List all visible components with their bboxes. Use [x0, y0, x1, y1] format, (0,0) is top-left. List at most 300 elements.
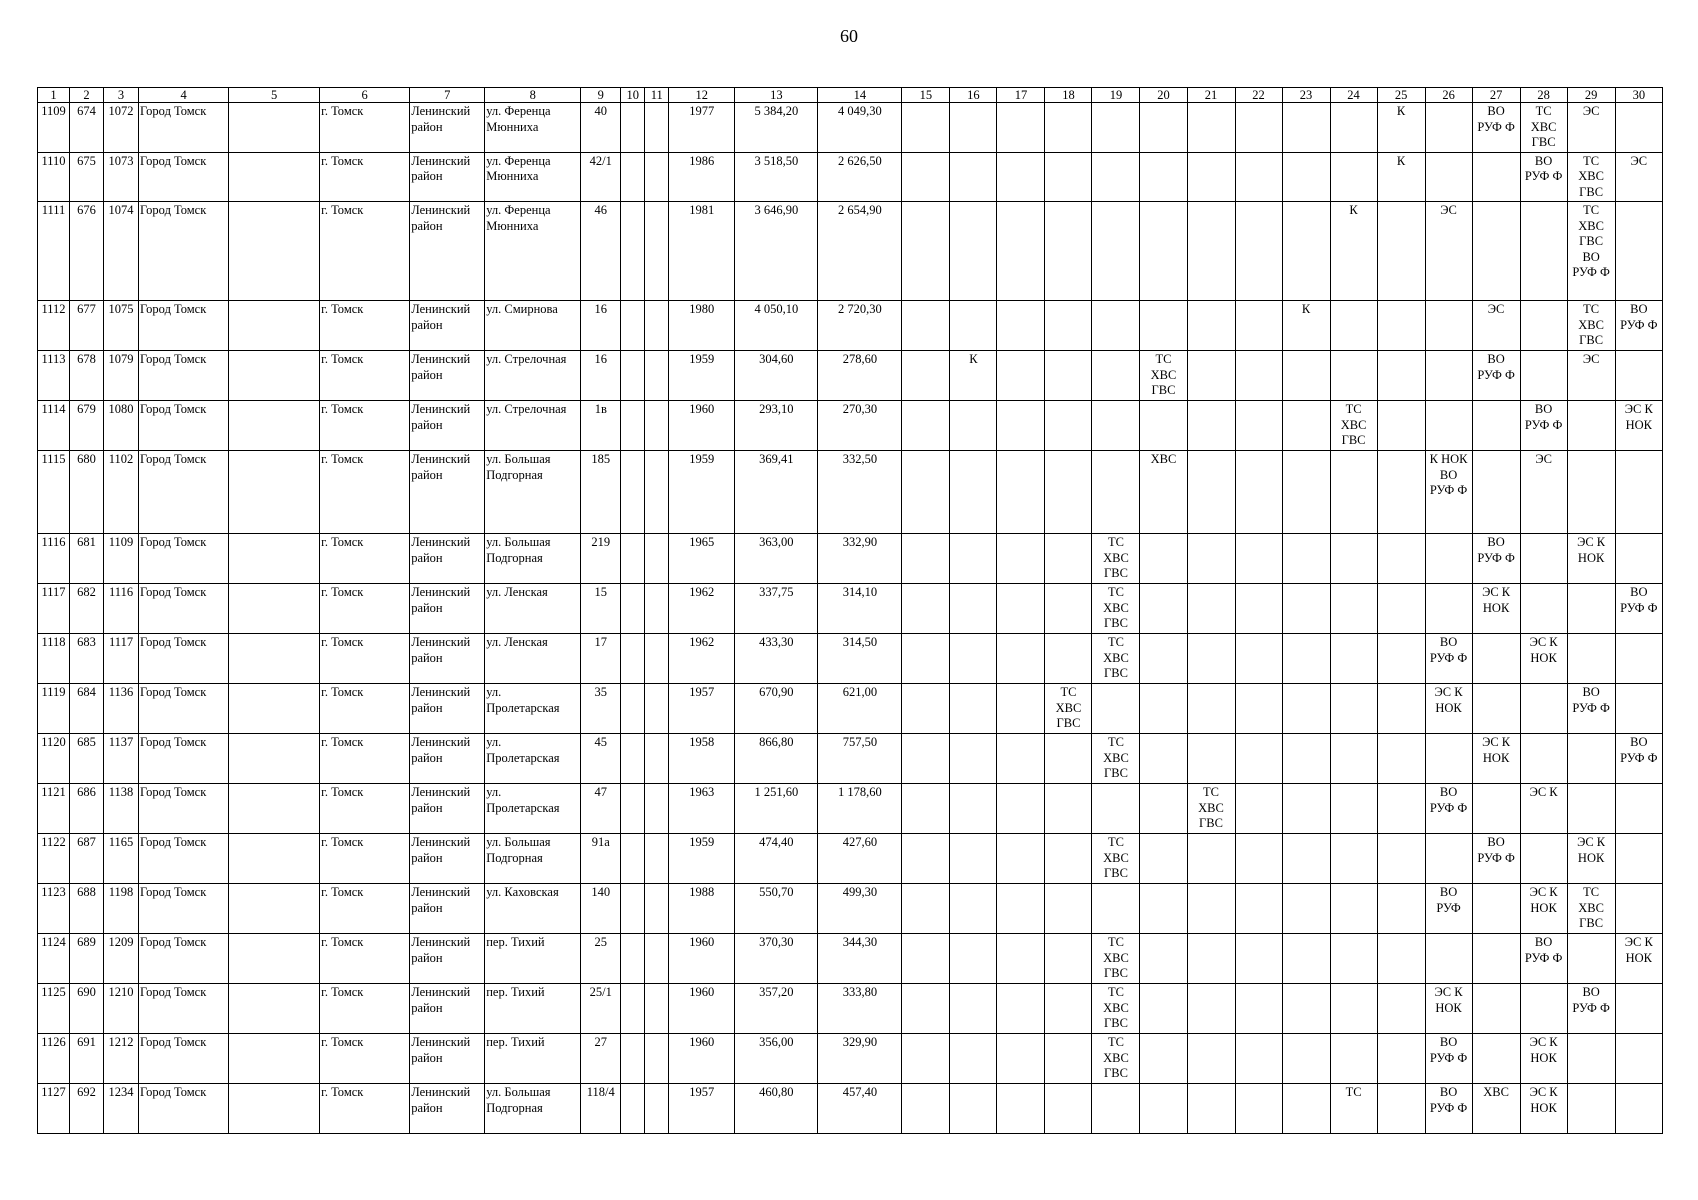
cell-col-12: 1981 [669, 202, 735, 301]
cell-col-27 [1472, 984, 1520, 1034]
cell-col-16 [950, 984, 997, 1034]
column-header-20: 20 [1140, 88, 1187, 103]
cell-col-5 [229, 152, 320, 202]
cell-col-5 [229, 1034, 320, 1084]
cell-col-25 [1377, 734, 1425, 784]
cell-col-20 [1140, 301, 1187, 351]
column-header-3: 3 [104, 88, 139, 103]
cell-col-5 [229, 834, 320, 884]
cell-col-9: 45 [581, 734, 621, 784]
cell-col-25 [1377, 584, 1425, 634]
cell-col-10 [621, 301, 645, 351]
cell-col-30 [1615, 451, 1662, 534]
cell-col-30: ЭС [1615, 152, 1662, 202]
cell-col-18 [1045, 202, 1092, 301]
cell-col-15 [902, 1084, 950, 1134]
cell-col-25 [1377, 934, 1425, 984]
column-header-23: 23 [1282, 88, 1330, 103]
cell-col-18 [1045, 834, 1092, 884]
cell-col-19: ТС ХВС ГВС [1092, 834, 1140, 884]
table-row [38, 451, 1663, 534]
cell-col-19 [1092, 103, 1140, 153]
cell-col-8: ул. Каховская [485, 884, 581, 934]
cell-col-21 [1187, 351, 1235, 401]
cell-col-6: г. Томск [320, 1034, 410, 1084]
table-row [38, 152, 1663, 202]
cell-col-30 [1615, 103, 1662, 153]
cell-col-21 [1187, 684, 1235, 734]
cell-col-4: Город Томск [139, 934, 229, 984]
cell-col-4: Город Томск [139, 1034, 229, 1084]
cell-col-16 [950, 684, 997, 734]
cell-col-14: 457,40 [818, 1084, 902, 1134]
cell-col-17 [997, 834, 1045, 884]
cell-col-1: 1113 [38, 351, 70, 401]
cell-col-30 [1615, 202, 1662, 301]
column-header-12: 12 [669, 88, 735, 103]
cell-col-27: ЭС К НОК [1472, 584, 1520, 634]
cell-col-20 [1140, 884, 1187, 934]
cell-col-28: ТС ХВС ГВС [1520, 103, 1567, 153]
cell-col-24 [1330, 784, 1377, 834]
cell-col-17 [997, 1034, 1045, 1084]
cell-col-11 [645, 634, 669, 684]
cell-col-20: ТС ХВС ГВС [1140, 351, 1187, 401]
cell-col-19: ТС ХВС ГВС [1092, 1034, 1140, 1084]
cell-col-8: ул. Большая Подгорная [485, 834, 581, 884]
cell-col-4: Город Томск [139, 301, 229, 351]
cell-col-30 [1615, 634, 1662, 684]
cell-col-9: 91а [581, 834, 621, 884]
cell-col-2: 682 [70, 584, 104, 634]
cell-col-4: Город Томск [139, 584, 229, 634]
cell-col-11 [645, 684, 669, 734]
cell-col-21 [1187, 202, 1235, 301]
cell-col-29: ТС ХВС ГВС [1567, 884, 1615, 934]
cell-col-20 [1140, 984, 1187, 1034]
cell-col-7: Ленинский район [410, 103, 485, 153]
table-row [38, 934, 1663, 984]
cell-col-2: 679 [70, 401, 104, 451]
cell-col-26 [1425, 584, 1472, 634]
cell-col-13: 370,30 [735, 934, 818, 984]
cell-col-16 [950, 451, 997, 534]
cell-col-8: ул. Ференца Мюнниха [485, 103, 581, 153]
cell-col-19: ТС ХВС ГВС [1092, 934, 1140, 984]
cell-col-21 [1187, 934, 1235, 984]
cell-col-25 [1377, 401, 1425, 451]
cell-col-7: Ленинский район [410, 1084, 485, 1134]
cell-col-12: 1959 [669, 451, 735, 534]
cell-col-19 [1092, 202, 1140, 301]
cell-col-14: 333,80 [818, 984, 902, 1034]
cell-col-27 [1472, 1034, 1520, 1084]
cell-col-30 [1615, 534, 1662, 584]
cell-col-20 [1140, 684, 1187, 734]
cell-col-13: 550,70 [735, 884, 818, 934]
cell-col-25 [1377, 202, 1425, 301]
cell-col-27 [1472, 202, 1520, 301]
cell-col-11 [645, 152, 669, 202]
cell-col-26: ЭС [1425, 202, 1472, 301]
cell-col-22 [1235, 103, 1282, 153]
cell-col-10 [621, 401, 645, 451]
cell-col-4: Город Томск [139, 351, 229, 401]
cell-col-2: 685 [70, 734, 104, 784]
cell-col-30 [1615, 984, 1662, 1034]
cell-col-24 [1330, 934, 1377, 984]
cell-col-12: 1958 [669, 734, 735, 784]
cell-col-7: Ленинский район [410, 451, 485, 534]
cell-col-22 [1235, 584, 1282, 634]
cell-col-21 [1187, 301, 1235, 351]
cell-col-7: Ленинский район [410, 684, 485, 734]
cell-col-22 [1235, 401, 1282, 451]
cell-col-27 [1472, 634, 1520, 684]
cell-col-21 [1187, 1034, 1235, 1084]
cell-col-19 [1092, 301, 1140, 351]
cell-col-9: 219 [581, 534, 621, 584]
cell-col-7: Ленинский район [410, 634, 485, 684]
cell-col-28 [1520, 351, 1567, 401]
cell-col-25: К [1377, 103, 1425, 153]
column-header-30: 30 [1615, 88, 1662, 103]
cell-col-25 [1377, 634, 1425, 684]
cell-col-4: Город Томск [139, 401, 229, 451]
table-row [38, 834, 1663, 884]
cell-col-18 [1045, 103, 1092, 153]
cell-col-18 [1045, 534, 1092, 584]
cell-col-6: г. Томск [320, 152, 410, 202]
cell-col-14: 344,30 [818, 934, 902, 984]
cell-col-5 [229, 784, 320, 834]
cell-col-25: К [1377, 152, 1425, 202]
cell-col-4: Город Томск [139, 634, 229, 684]
cell-col-15 [902, 584, 950, 634]
cell-col-7: Ленинский район [410, 351, 485, 401]
cell-col-11 [645, 401, 669, 451]
cell-col-9: 140 [581, 884, 621, 934]
cell-col-17 [997, 401, 1045, 451]
cell-col-7: Ленинский район [410, 534, 485, 584]
cell-col-28: ВО РУФ Ф [1520, 401, 1567, 451]
cell-col-9: 25 [581, 934, 621, 984]
cell-col-2: 690 [70, 984, 104, 1034]
cell-col-29: ТС ХВС ГВС [1567, 152, 1615, 202]
cell-col-14: 427,60 [818, 834, 902, 884]
cell-col-11 [645, 834, 669, 884]
cell-col-4: Город Томск [139, 202, 229, 301]
cell-col-2: 687 [70, 834, 104, 884]
cell-col-2: 677 [70, 301, 104, 351]
column-header-24: 24 [1330, 88, 1377, 103]
cell-col-26: ВО РУФ Ф [1425, 784, 1472, 834]
cell-col-27: ВО РУФ Ф [1472, 834, 1520, 884]
cell-col-25 [1377, 784, 1425, 834]
table-row [38, 301, 1663, 351]
cell-col-30: ЭС К НОК [1615, 934, 1662, 984]
cell-col-3: 1072 [104, 103, 139, 153]
cell-col-1: 1122 [38, 834, 70, 884]
cell-col-23 [1282, 934, 1330, 984]
cell-col-2: 678 [70, 351, 104, 401]
cell-col-1: 1111 [38, 202, 70, 301]
cell-col-14: 499,30 [818, 884, 902, 934]
cell-col-14: 1 178,60 [818, 784, 902, 834]
cell-col-19: ТС ХВС ГВС [1092, 984, 1140, 1034]
cell-col-11 [645, 451, 669, 534]
cell-col-1: 1126 [38, 1034, 70, 1084]
housing-register-table [37, 87, 1663, 1134]
column-header-13: 13 [735, 88, 818, 103]
cell-col-14: 2 626,50 [818, 152, 902, 202]
cell-col-17 [997, 451, 1045, 534]
cell-col-20 [1140, 634, 1187, 684]
cell-col-19 [1092, 884, 1140, 934]
cell-col-13: 5 384,20 [735, 103, 818, 153]
cell-col-21 [1187, 401, 1235, 451]
cell-col-2: 681 [70, 534, 104, 584]
cell-col-19: ТС ХВС ГВС [1092, 734, 1140, 784]
cell-col-22 [1235, 834, 1282, 884]
cell-col-3: 1136 [104, 684, 139, 734]
cell-col-3: 1102 [104, 451, 139, 534]
cell-col-21 [1187, 734, 1235, 784]
cell-col-11 [645, 1034, 669, 1084]
cell-col-25 [1377, 1084, 1425, 1134]
table-row [38, 202, 1663, 301]
column-header-18: 18 [1045, 88, 1092, 103]
column-header-19: 19 [1092, 88, 1140, 103]
cell-col-19 [1092, 784, 1140, 834]
column-header-29: 29 [1567, 88, 1615, 103]
cell-col-11 [645, 984, 669, 1034]
cell-col-7: Ленинский район [410, 584, 485, 634]
cell-col-15 [902, 202, 950, 301]
cell-col-13: 357,20 [735, 984, 818, 1034]
table-row [38, 1084, 1663, 1134]
cell-col-15 [902, 1034, 950, 1084]
cell-col-9: 185 [581, 451, 621, 534]
cell-col-13: 304,60 [735, 351, 818, 401]
cell-col-14: 4 049,30 [818, 103, 902, 153]
cell-col-21 [1187, 1084, 1235, 1134]
column-header-8: 8 [485, 88, 581, 103]
cell-col-12: 1957 [669, 1084, 735, 1134]
cell-col-6: г. Томск [320, 684, 410, 734]
cell-col-23 [1282, 401, 1330, 451]
cell-col-5 [229, 884, 320, 934]
cell-col-24 [1330, 684, 1377, 734]
column-header-9: 9 [581, 88, 621, 103]
cell-col-28 [1520, 202, 1567, 301]
cell-col-16 [950, 401, 997, 451]
cell-col-16: К [950, 351, 997, 401]
cell-col-9: 17 [581, 634, 621, 684]
cell-col-18 [1045, 584, 1092, 634]
cell-col-26 [1425, 834, 1472, 884]
cell-col-23 [1282, 1034, 1330, 1084]
cell-col-19: ТС ХВС ГВС [1092, 584, 1140, 634]
cell-col-26: ВО РУФ [1425, 884, 1472, 934]
cell-col-7: Ленинский район [410, 884, 485, 934]
cell-col-24 [1330, 734, 1377, 784]
cell-col-17 [997, 934, 1045, 984]
cell-col-12: 1960 [669, 984, 735, 1034]
cell-col-4: Город Томск [139, 784, 229, 834]
cell-col-3: 1073 [104, 152, 139, 202]
cell-col-17 [997, 1084, 1045, 1134]
cell-col-26 [1425, 103, 1472, 153]
cell-col-25 [1377, 984, 1425, 1034]
cell-col-10 [621, 684, 645, 734]
cell-col-24 [1330, 834, 1377, 884]
cell-col-9: 15 [581, 584, 621, 634]
cell-col-10 [621, 834, 645, 884]
cell-col-8: ул. Пролетарская [485, 734, 581, 784]
cell-col-1: 1127 [38, 1084, 70, 1134]
cell-col-15 [902, 351, 950, 401]
cell-col-6: г. Томск [320, 584, 410, 634]
cell-col-14: 621,00 [818, 684, 902, 734]
cell-col-27 [1472, 684, 1520, 734]
cell-col-26: ЭС К НОК [1425, 984, 1472, 1034]
cell-col-23 [1282, 152, 1330, 202]
cell-col-5 [229, 684, 320, 734]
cell-col-18 [1045, 1084, 1092, 1134]
cell-col-20 [1140, 534, 1187, 584]
cell-col-16 [950, 934, 997, 984]
cell-col-27 [1472, 152, 1520, 202]
cell-col-24 [1330, 584, 1377, 634]
cell-col-11 [645, 884, 669, 934]
cell-col-19 [1092, 1084, 1140, 1134]
cell-col-1: 1123 [38, 884, 70, 934]
cell-col-8: ул. Ленская [485, 584, 581, 634]
cell-col-26 [1425, 734, 1472, 784]
cell-col-1: 1115 [38, 451, 70, 534]
cell-col-11 [645, 534, 669, 584]
cell-col-2: 684 [70, 684, 104, 734]
cell-col-15 [902, 103, 950, 153]
cell-col-25 [1377, 884, 1425, 934]
cell-col-26 [1425, 534, 1472, 584]
cell-col-29 [1567, 584, 1615, 634]
cell-col-28 [1520, 984, 1567, 1034]
cell-col-7: Ленинский район [410, 202, 485, 301]
cell-col-13: 474,40 [735, 834, 818, 884]
cell-col-23: К [1282, 301, 1330, 351]
cell-col-22 [1235, 451, 1282, 534]
cell-col-15 [902, 634, 950, 684]
cell-col-12: 1962 [669, 584, 735, 634]
cell-col-29: ЭС К НОК [1567, 834, 1615, 884]
cell-col-26 [1425, 401, 1472, 451]
cell-col-9: 1в [581, 401, 621, 451]
column-header-22: 22 [1235, 88, 1282, 103]
cell-col-21 [1187, 534, 1235, 584]
cell-col-18 [1045, 152, 1092, 202]
cell-col-20 [1140, 834, 1187, 884]
cell-col-18 [1045, 734, 1092, 784]
cell-col-28: ЭС [1520, 451, 1567, 534]
cell-col-16 [950, 1034, 997, 1084]
cell-col-30: ВО РУФ Ф [1615, 584, 1662, 634]
cell-col-23 [1282, 984, 1330, 1034]
cell-col-20 [1140, 784, 1187, 834]
cell-col-19 [1092, 401, 1140, 451]
cell-col-8: ул. Смирнова [485, 301, 581, 351]
cell-col-16 [950, 634, 997, 684]
cell-col-23 [1282, 351, 1330, 401]
cell-col-16 [950, 534, 997, 584]
cell-col-12: 1959 [669, 351, 735, 401]
cell-col-6: г. Томск [320, 784, 410, 834]
cell-col-18 [1045, 351, 1092, 401]
cell-col-16 [950, 103, 997, 153]
cell-col-4: Город Томск [139, 451, 229, 534]
cell-col-13: 356,00 [735, 1034, 818, 1084]
cell-col-7: Ленинский район [410, 301, 485, 351]
cell-col-7: Ленинский район [410, 984, 485, 1034]
cell-col-10 [621, 1034, 645, 1084]
column-number-header [38, 88, 1663, 103]
column-header-27: 27 [1472, 88, 1520, 103]
cell-col-9: 27 [581, 1034, 621, 1084]
cell-col-30 [1615, 351, 1662, 401]
cell-col-4: Город Томск [139, 1084, 229, 1134]
cell-col-24 [1330, 152, 1377, 202]
cell-col-13: 363,00 [735, 534, 818, 584]
cell-col-20 [1140, 1084, 1187, 1134]
cell-col-5 [229, 934, 320, 984]
cell-col-15 [902, 152, 950, 202]
cell-col-24: ТС ХВС ГВС [1330, 401, 1377, 451]
cell-col-8: ул. Стрелочная [485, 351, 581, 401]
cell-col-24 [1330, 451, 1377, 534]
cell-col-20 [1140, 103, 1187, 153]
cell-col-28: ВО РУФ Ф [1520, 934, 1567, 984]
cell-col-9: 40 [581, 103, 621, 153]
cell-col-10 [621, 351, 645, 401]
cell-col-27 [1472, 884, 1520, 934]
cell-col-12: 1957 [669, 684, 735, 734]
column-header-5: 5 [229, 88, 320, 103]
cell-col-19 [1092, 684, 1140, 734]
cell-col-27: ВО РУФ Ф [1472, 103, 1520, 153]
cell-col-25 [1377, 834, 1425, 884]
table-row [38, 734, 1663, 784]
cell-col-4: Город Томск [139, 734, 229, 784]
cell-col-29: ЭС [1567, 103, 1615, 153]
cell-col-24 [1330, 1034, 1377, 1084]
cell-col-29: ВО РУФ Ф [1567, 984, 1615, 1034]
cell-col-5 [229, 351, 320, 401]
cell-col-6: г. Томск [320, 401, 410, 451]
cell-col-3: 1209 [104, 934, 139, 984]
cell-col-26: ЭС К НОК [1425, 684, 1472, 734]
table-row [38, 534, 1663, 584]
cell-col-15 [902, 934, 950, 984]
cell-col-15 [902, 884, 950, 934]
cell-col-2: 692 [70, 1084, 104, 1134]
cell-col-1: 1119 [38, 684, 70, 734]
cell-col-10 [621, 634, 645, 684]
cell-col-5 [229, 103, 320, 153]
column-header-4: 4 [139, 88, 229, 103]
cell-col-13: 4 050,10 [735, 301, 818, 351]
cell-col-13: 293,10 [735, 401, 818, 451]
